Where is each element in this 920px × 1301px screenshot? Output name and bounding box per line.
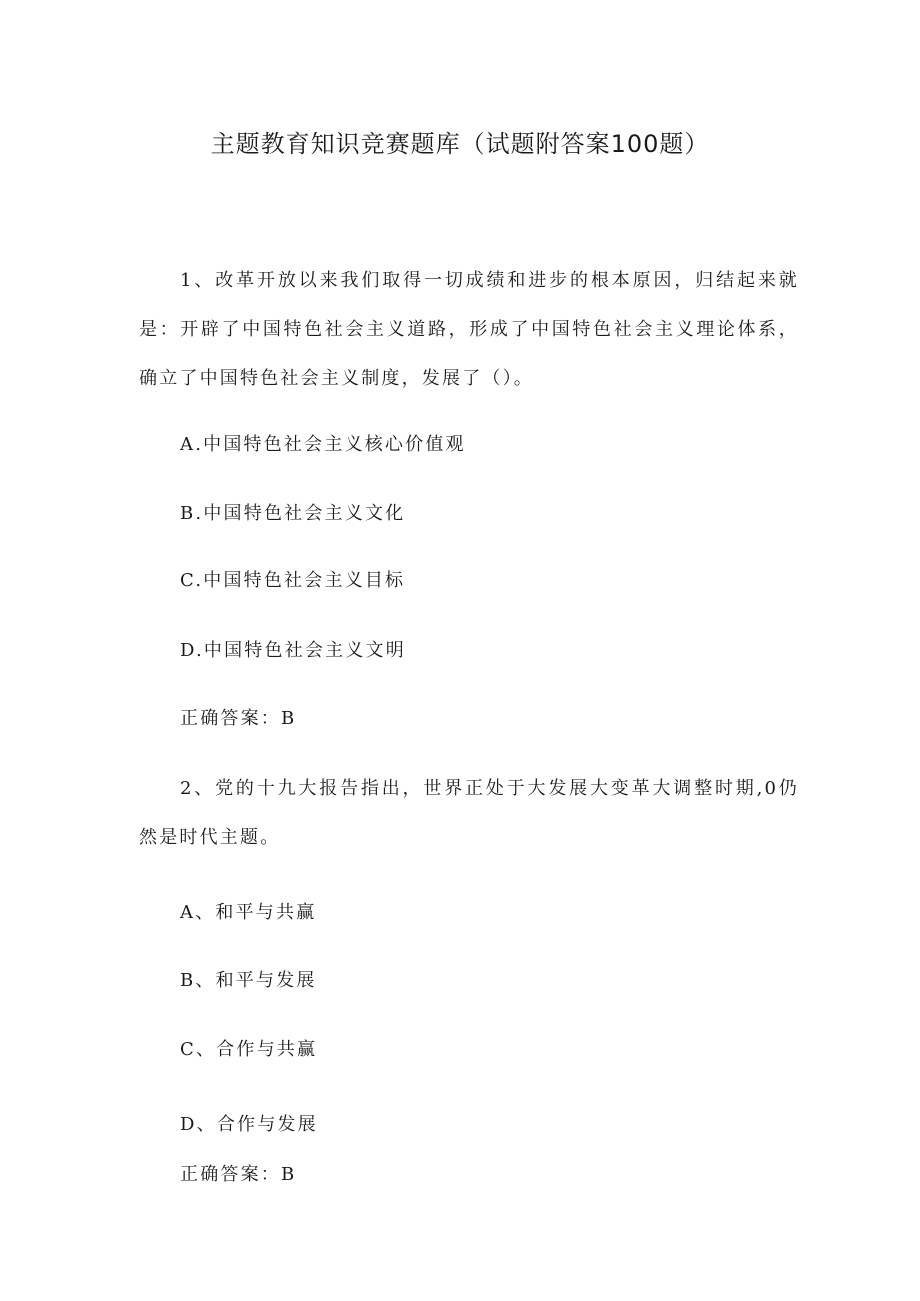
question-1-line-1: 1、改革开放以来我们取得一切成绩和进步的根本原因，归结起来就 [180, 270, 799, 291]
question-1-option-a: A.中国特色社会主义核心价值观 [180, 434, 466, 455]
question-2-option-a: A、和平与共赢 [180, 902, 317, 923]
question-1-line-2: 是：开辟了中国特色社会主义道路，形成了中国特色社会主义理论体系， [139, 319, 799, 340]
question-2-line-2: 然是时代主题。 [139, 827, 281, 848]
document-title: 主题教育知识竞赛题库（试题附答案100题） [210, 130, 710, 158]
question-1-option-d: D.中国特色社会主义文明 [180, 640, 406, 661]
question-2-option-d: D、合作与发展 [180, 1114, 318, 1135]
question-2-answer: 正确答案：B [180, 1164, 297, 1185]
question-2-option-c: C、合作与共赢 [180, 1039, 318, 1060]
question-1-line-3: 确立了中国特色社会主义制度，发展了（）。 [139, 368, 534, 389]
question-2-option-b: B、和平与发展 [180, 970, 317, 991]
question-2-line-1: 2、党的十九大报告指出，世界正处于大发展大变革大调整时期,0仍 [180, 778, 799, 799]
question-1-answer: 正确答案：B [180, 708, 297, 729]
question-1-option-b: B.中国特色社会主义文化 [180, 503, 406, 524]
question-1-option-c: C.中国特色社会主义目标 [180, 570, 406, 591]
